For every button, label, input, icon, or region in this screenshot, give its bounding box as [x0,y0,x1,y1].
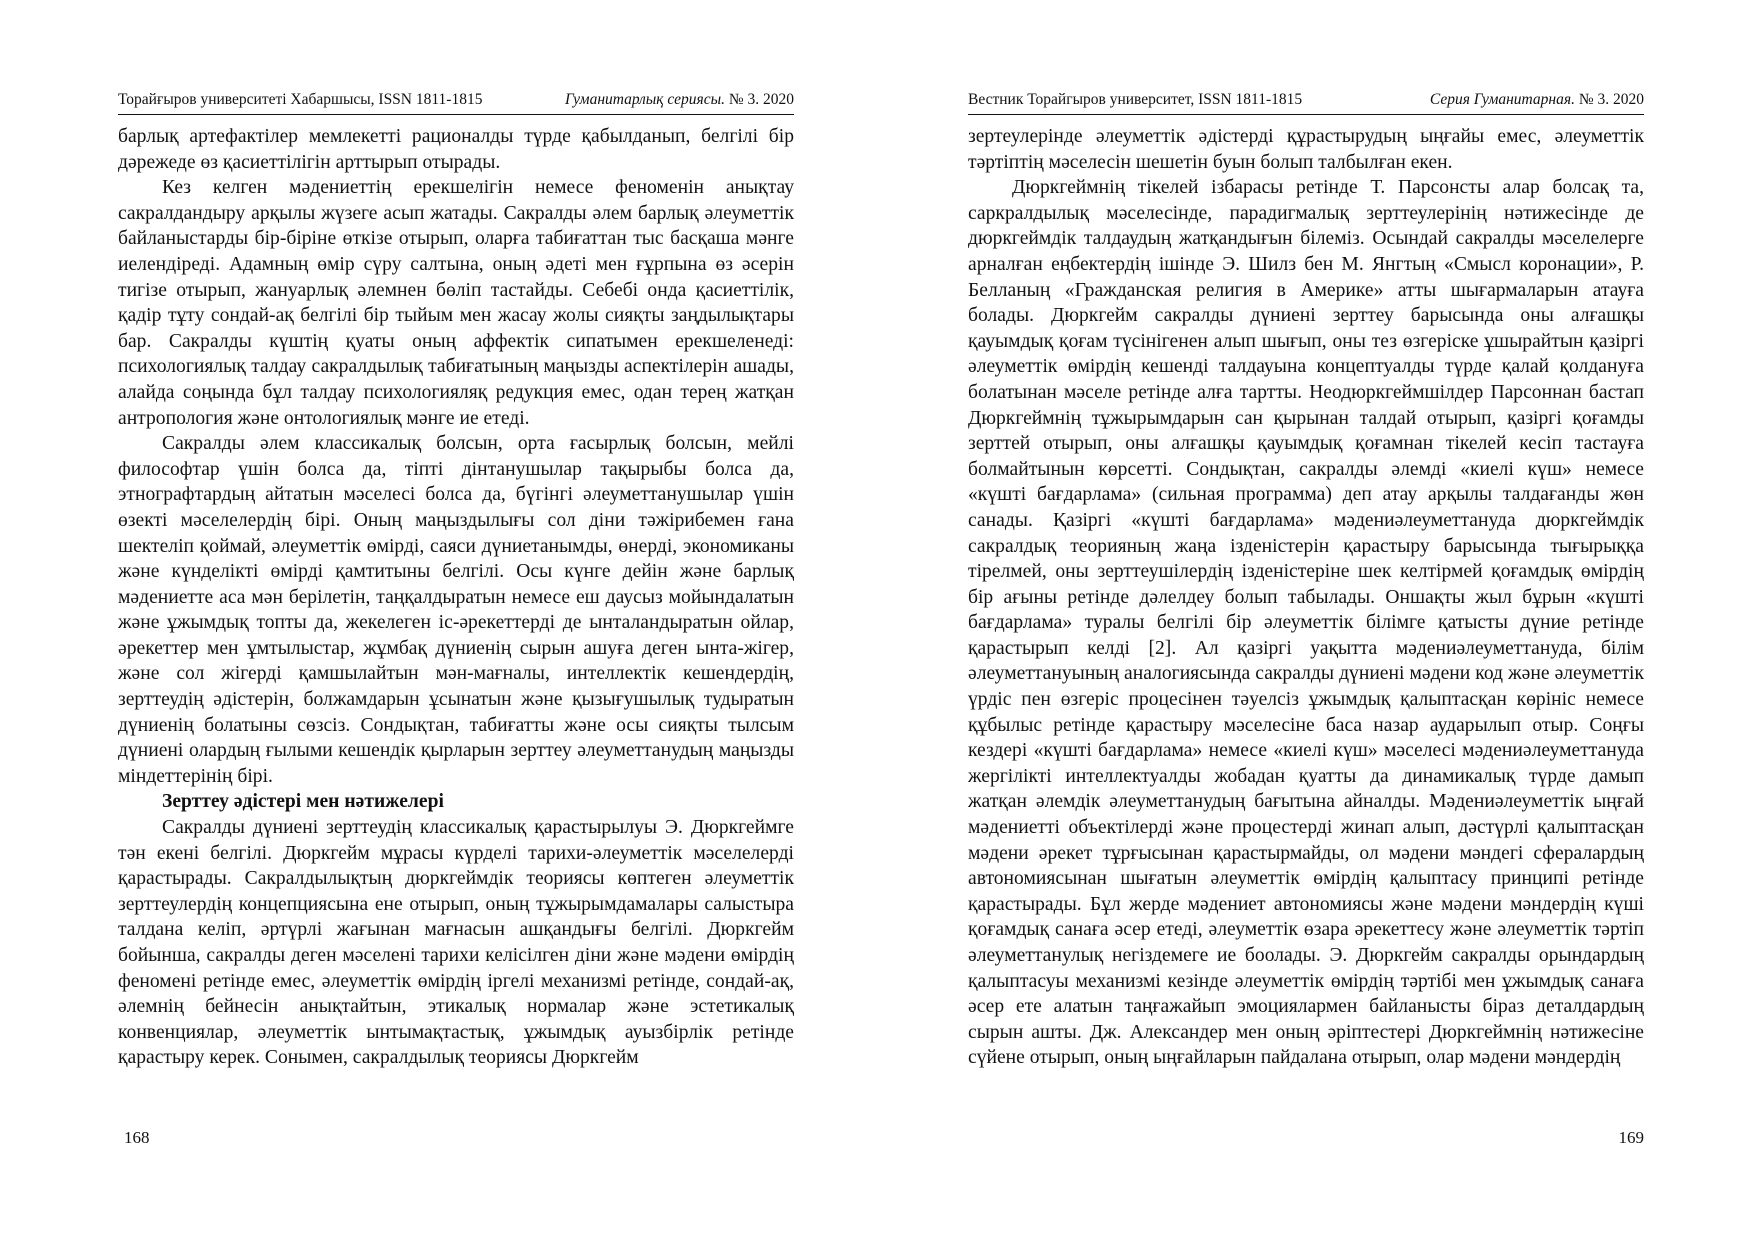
paragraph: Кез келген мәдениеттің ерекшелігін немесе феноменін анықтау сакралдандыру арқылы жүзеге асып жатады. Сакралды әлем барлық әлеуметтік байланыстарды бір-біріне өткізе отырып, оларға табиғаттан тыс басқаша мәнге иелендіреді. Адамның өмір сүру салтына, оның әдеті мен ғұрпына өз әсерін тигізе отырып, жануарлық әлемнен бөліп тастайды. Себебі онда қасиеттілік, қадір тұту сондай-ақ белгілі бір тыйым мен жасау жолы сияқты заңдылықтары бар. Сакралды күштің қуаты оның аффектік сипатымен ерекшеленеді: психологиялық талдау сакралдылық табиғатының маңызды аспектілерін ашады, алайда соңында бұл талдау психологияляқ редукция емес, одан терең жатқан антропология және онтологиялық мәнге ие етеді. [118,177,794,429]
journal-issue [565,90,794,110]
page-number: 169 [1618,1128,1644,1147]
section-subheading: Зерттеу әдістері мен нәтижелері [162,791,444,813]
running-header [968,90,1644,115]
page-number: 168 [124,1128,150,1147]
paragraph: Сакралды дүниені зерттеудің классикалық қарастырылуы Э. Дюркгеймге тән екені белгілі. Дюркгейм мұрасы күрделі тарихи-әлеуметтік мәселелерді қарастырады. Сакралдылықтың дюркгеймдік теориясы көптеген әлеуметтік зерттеулердің концепциясына ене отырып, оның тұжырымдамалары салыстыра талдана келіп, әртүрлі жағынан мағнасын ашқандығы белгілі. Дюркгейм бойынша, сакралды деген мәселені тарихи келісілген діни және мәдени өмірдің феномені ретінде емес, әлеуметтік өмірдің іргелі механизмі ретінде, сондай-ақ, әлемнің бейнесін анықтайтын, этикалық нормалар және эстетикалық конвенциялар, әлеуметтік ынтымақтастық, ұжымдық ауызбірлік ретінде қарастыру керек. Сонымен, сакралдылық теориясы Дюркгейм [118,817,794,1069]
paragraph: барлық артефактілер мемлекетті рационалды түрде қабылданып, белгілі бір дәрежеде өз қасиеттілігін арттырып отырады. [118,126,794,173]
body-text [118,124,794,1071]
paragraph: зертеулерінде әлеуметтік әдістерді құрастырудың ыңғайы емес, әлеуметтік тәртіптің мәселесін шешетін буын болып талбылған екен. [968,126,1644,173]
journal-name: Вестник Торайгыров университет, ISSN 1811-1815 [968,91,1303,108]
journal-series: Гуманитарлық сериясы. [565,91,725,108]
issue-number: № 3. 2020 [728,91,794,108]
right-page [968,0,1644,1241]
paragraph: Сакралды әлем классикалық болсын, орта ғасырлық болсын, мейлі философтар үшін болса да, тіпті дінтанушылар тақырыбы болса да, этнографтардың айтатын мәселесі болса да, бүгінгі әлеуметтанушылар үшін өзекті мәселелердің бірі. Оның маңыздылығы сол діни тәжірибемен ғана шектеліп қоймай, әлеуметтік өмірді, саяси дүниетанымды, өнерді, экономиканы және күнделікті өмірді қамтитыны белгілі. Осы күнге дейін және барлық мәдениетте аса мән берілетін, таңқалдыратын немесе еш даусыз мойындалатын және ұжымдық топты да, жекелеген іс-әрекеттерді де ынталандыратын ойлар, әрекеттер мен ұмтылыстар, жұмбақ дүниенің сырын ашуға деген ынта-жігер, және сол жігерді қамшылайтын мән-мағналы, интеллектік кешендердің, зерттеудің әдістерін, болжамдарын ұсынатын және қызығушылық тудыратын дүниенің болатыны сөзсіз. Сондықтан, табиғатты және осы сияқты тылсым дүниені олардың ғылыми кешендік қырларын зерттеу әлеуметтанудың маңызды міндеттерінің бірі. [118,433,794,787]
paragraph: Дюркгеймнің тікелей ізбарасы ретінде Т. Парсонсты алар болсақ та, саркралдылық мәселесінде, парадигмалық зерттеулерінің нәтижесінде де дюркгеймдік талдаудың жатқандығын білеміз. Осындай сакралды мәселелерге арналған еңбектердің ішінде Э. Шилз бен М. Янгтың «Смысл коронации», Р. Белланың «Гражданская религия в Америке» атты шығармаларын атауға болады. Дюркгейм сакралды дүниені зерттеу барысында оны алғашқы қауымдық қоғам түсінігенен алып шығып, оны тез өзгеріске ұшырайтын қазіргі әлеуметтік өмірдің кешенді талдауына концептуалды түрде қалай қолдануға болатынан мәселе ретінде алға тартты. Неодюркгеймшілдер Парсоннан бастап Дюркгеймнің тұжырымдарын сан қырынан талдай отырып, қазіргі қоғамды зерттей отырып, оны алғашқы қауымдық қоғамнан тікелей кесіп тастауға болмайтынын көрсетті. Сондықтан, сакралды әлемді «киелі күш» немесе «күшті бағдарлама» (сильная программа) деп атау арқылы талдағанды жөн санады. Қазіргі «күшті бағдарлама» мәдениәлеуметтануда дюркгеймдік сакралдық теорияның жаңа ізденістерін қарастыру барысында тығырыққа тірелмей, оны зерттеушілердің ізденістеріне шек келтірмей қоғамдық өмірдің бір ағыны ретінде дәлелдеу болып табылады. Оншақты жыл бұрын «күшті бағдарлама» туралы белгілі бір әлеуметтік білімге қатысты дүние ретінде қарастырып келді [2]. Ал қазіргі уақытта мәдениәлеуметтануда, білім әлеуметтануының аналогиясында сакралды дүниені мәдени код және әлеуметтік үрдіс пен өзгеріс процесінен тәуелсіз ұжымдық қалыптасқан көрініс немесе құбылыс ретінде қарастыру мәселесіне баса назар аударылып отыр. Соңғы кездері «күшті бағдарлама» немесе «киелі күш» мәселесі мәдениәлеуметтануда жергілікті интеллектуалды жобадан қуатты да динамикалық түрде дамып жатқан әлемдік әлеуметтанудың бағытына айналды. Мәдениәлеуметтік ыңғай мәдениетті объектілерді және процестерді жинап алып, дәстүрлі қалыптасқан мәдени әрекет тұрғысынан қарастырмайды, ол мәдени мәндегі сфералардың автономиясынан шығатын әлеуметтік өмірдің қалыптасу принципі ретінде қарастырады. Бұл жерде мәдениет автономиясы және мәдени мәндердің күші қоғамдық санаға әсер етеді, әлеуметтік өзара әрекеттесу және әлеуметтік тәртіп әлеуметтанулық негіздемеге ие боолады. Э. Дюркгейм сакралды орындардың қалыптасуы механизмі кезінде әлеуметтік өмірдің тәртібі мен ұжымдық санаға әсер ете алатын таңғажайып эмоциялармен байланысты біраз деталдардың сырын ашты. Дж. Александер мен оның әріптестері Дюркгеймнің нәтижесіне сүйене отырып, оның ыңғайларын пайдалана отырып, олар мәдени мәндердің [968,177,1644,1069]
issue-number: № 3. 2020 [1578,91,1644,108]
running-header [118,90,794,115]
journal-name: Торайғыров университеті Хабаршысы, ISSN 1811-1815 [118,91,483,108]
journal-issue [1430,90,1644,110]
journal-series: Серия Гуманитарная. [1429,91,1575,108]
left-page [118,0,794,1241]
body-text [968,124,1644,1071]
